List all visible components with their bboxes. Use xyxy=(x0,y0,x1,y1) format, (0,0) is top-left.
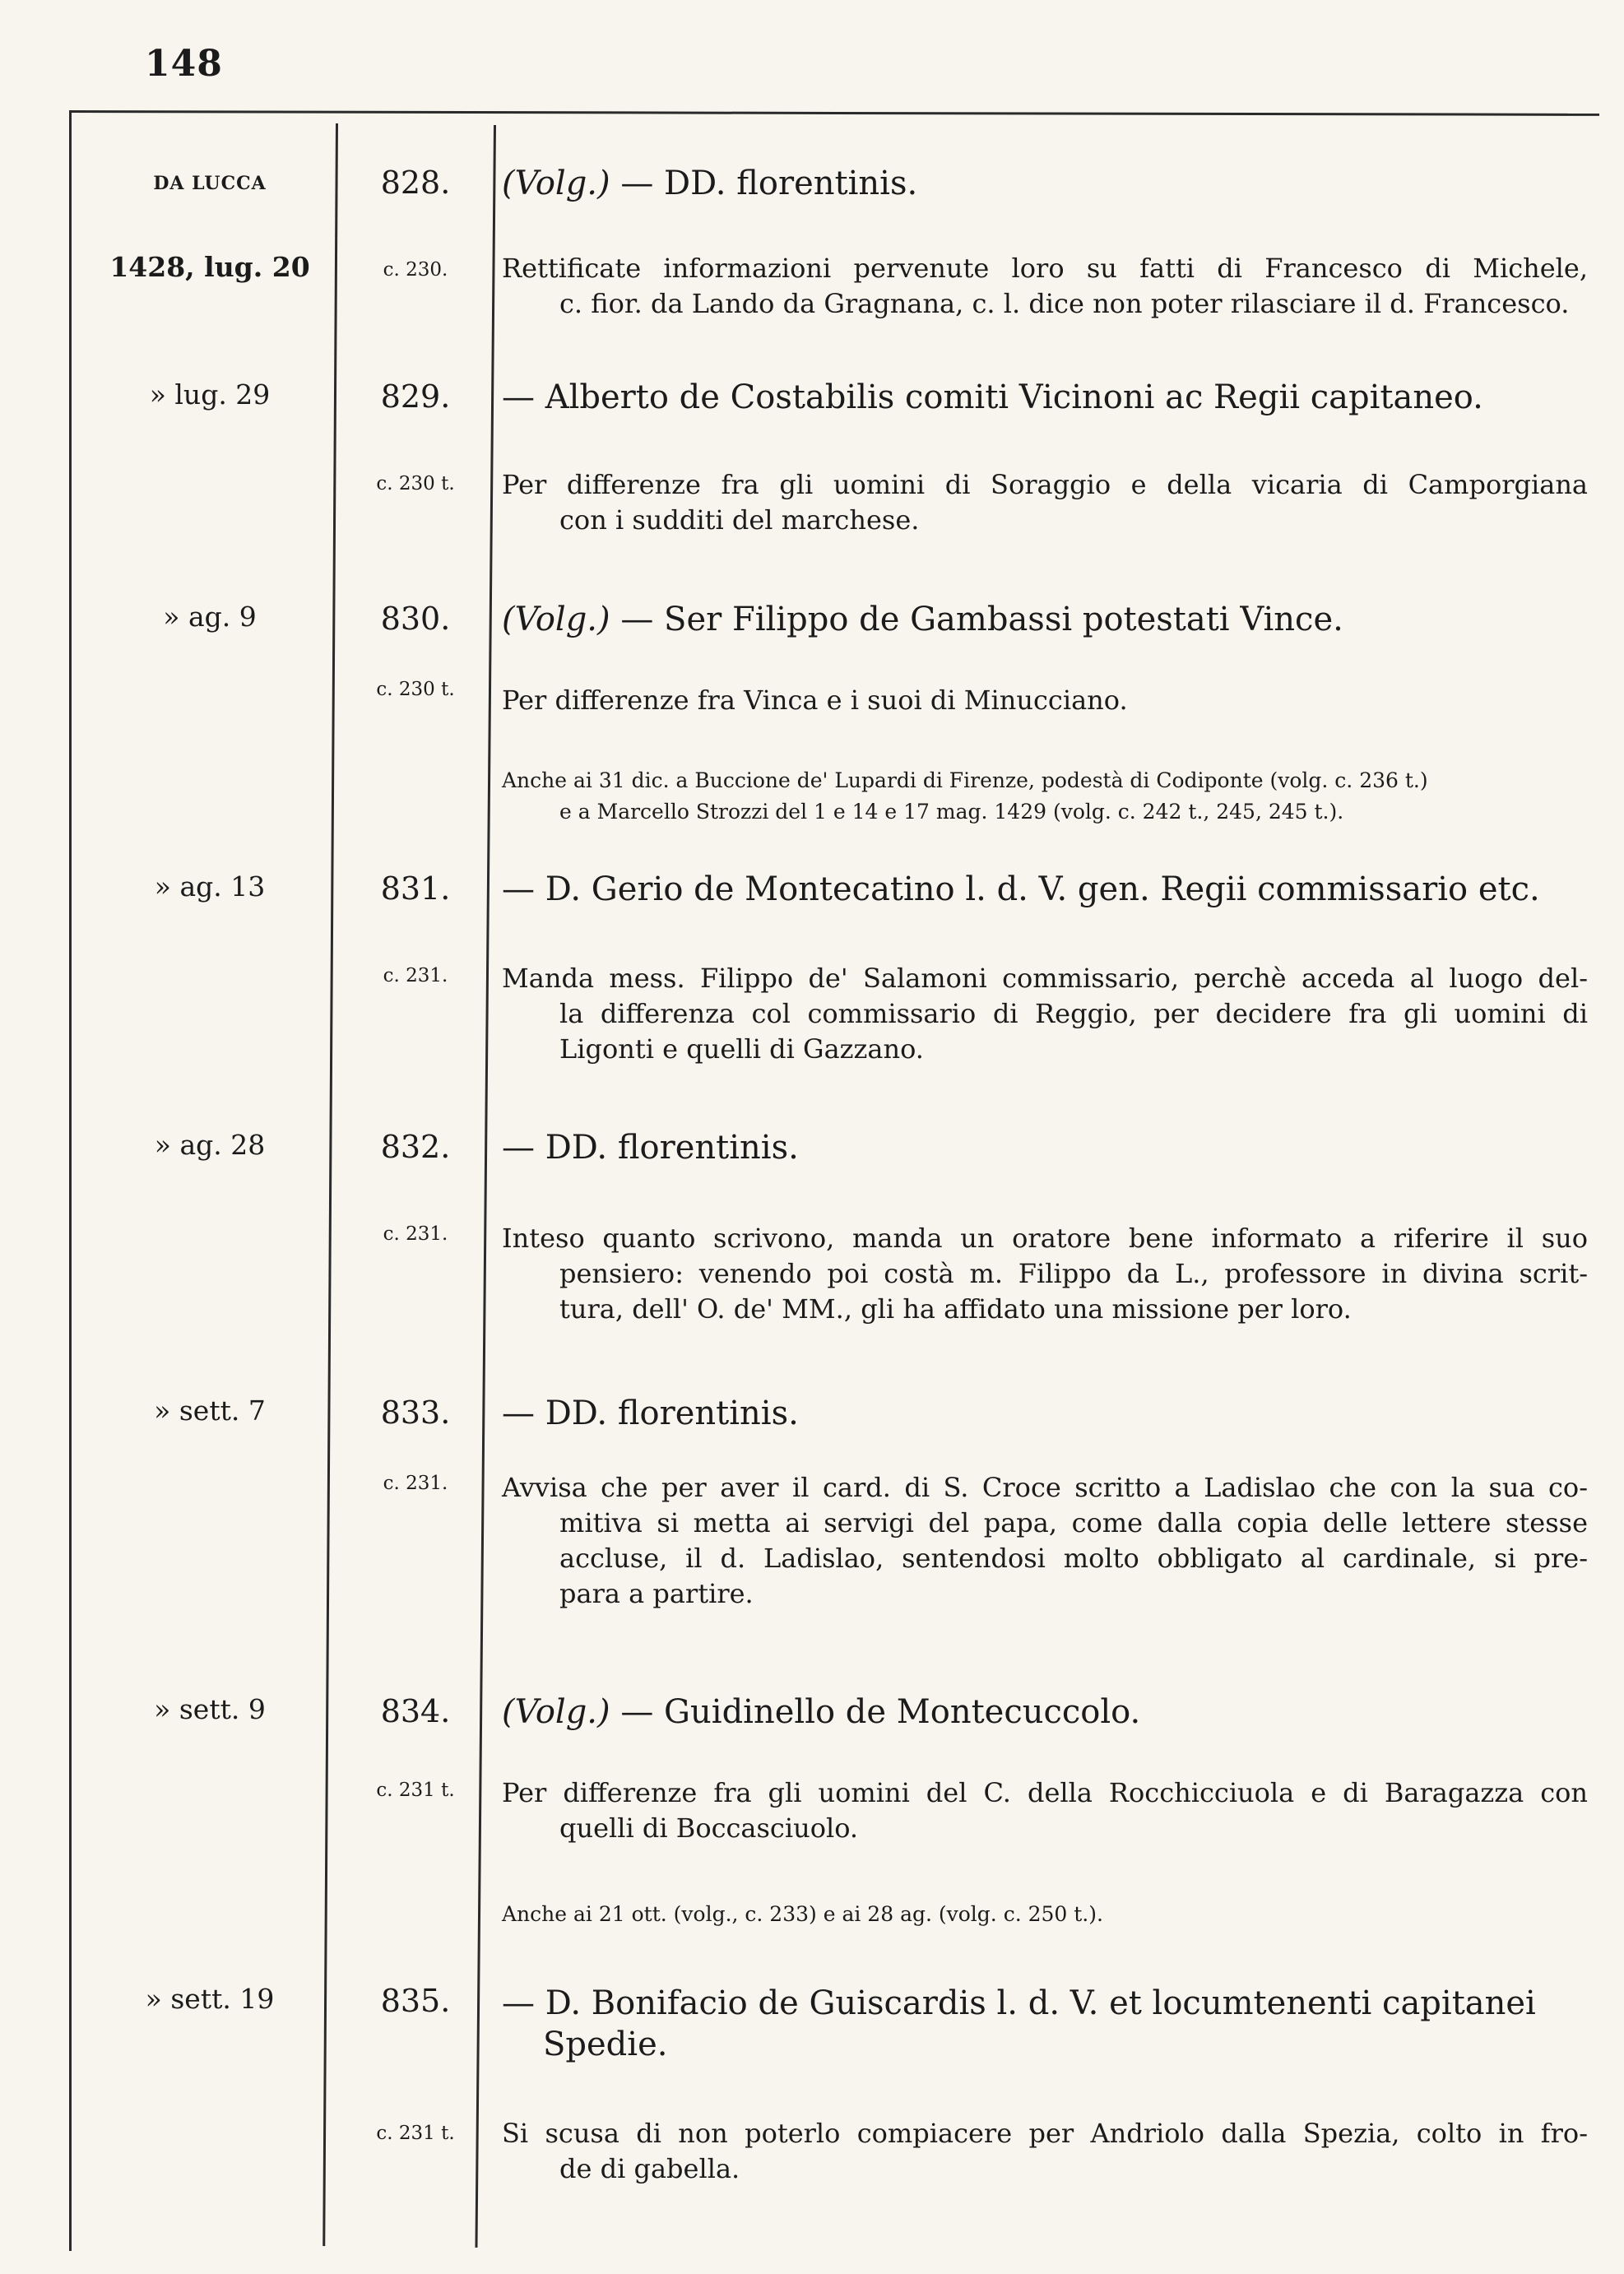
desc-line: mitiva si metta ai servigi del papa, come dalla copia delle lettere stesse xyxy=(559,1507,1588,1538)
entry-number: 830. xyxy=(380,601,451,637)
entry-ref: c. 231. xyxy=(383,1473,448,1494)
entry-date: » lug. 29 xyxy=(149,378,271,411)
header-rule xyxy=(69,110,1599,116)
entry-date: » ag. 9 xyxy=(163,601,257,633)
entry-description xyxy=(502,2116,1588,2187)
addressee-text: — Ser Filippo de Gambassi potestati Vince. xyxy=(620,601,1343,638)
entry-date: » ag. 13 xyxy=(154,870,266,903)
desc-line: Avvisa che per aver il card. di S. Croce scritto a Ladislao che con la sua co- xyxy=(502,1472,1588,1503)
volg-marker: (Volg.) xyxy=(502,165,610,202)
entry-date: » sett. 9 xyxy=(154,1693,266,1725)
entry-description xyxy=(502,1775,1588,1846)
entry-number: 829. xyxy=(380,378,451,415)
entry-number: 831. xyxy=(380,870,451,907)
note-line: Anche ai 21 ott. (volg., c. 233) e ai 28 ag. (volg. c. 250 t.). xyxy=(502,1902,1103,1926)
desc-line: Ligonti e quelli di Gazzano. xyxy=(559,1033,924,1065)
entry-ref: c. 231 t. xyxy=(376,2123,455,2144)
addressee-text: — D. Bonifacio de Guiscardis l. d. V. et locumtenenti capitanei xyxy=(502,1984,1536,2022)
volg-marker: (Volg.) xyxy=(502,601,610,638)
desc-line: para a partire. xyxy=(559,1578,754,1609)
page-number: 148 xyxy=(145,43,223,85)
entry-date: » ag. 28 xyxy=(154,1129,266,1161)
desc-line: pensiero: venendo poi costà m. Filippo da L., professore in divina scrit- xyxy=(559,1258,1588,1289)
addressee-text: — Alberto de Costabilis comiti Vicinoni ac Regii capitaneo. xyxy=(502,378,1483,416)
addressee-text: — DD. florentinis. xyxy=(502,1395,799,1432)
date-column-rule xyxy=(322,123,338,2246)
desc-line: c. fior. da Lando da Gragnana, c. l. dice non poter rilasciare il d. Francesco. xyxy=(559,288,1570,319)
entry-ref: c. 230 t. xyxy=(376,679,455,700)
entry-addressee xyxy=(502,601,1588,638)
entry-description xyxy=(502,1221,1588,1327)
entry-ref: c. 231. xyxy=(383,1223,448,1245)
note-line: e a Marcello Strozzi del 1 e 14 e 17 mag. 1429 (volg. c. 242 t., 245, 245 t.). xyxy=(559,800,1344,824)
desc-line: Per differenze fra gli uomini di Soraggio e della vicaria di Camporgiana xyxy=(502,469,1588,500)
place-header: DA LUCCA xyxy=(153,173,267,194)
entry-addressee xyxy=(502,1693,1588,1731)
desc-line: la differenza col commissario di Reggio, per decidere fra gli uomini di xyxy=(559,998,1588,1029)
addressee-text: — D. Gerio de Montecatino l. d. V. gen. Regii commissario etc. xyxy=(502,870,1540,908)
entry-addressee xyxy=(502,1983,1588,2065)
entry-date: » sett. 19 xyxy=(145,1983,275,2015)
volg-marker: (Volg.) xyxy=(502,1693,610,1731)
number-column-rule xyxy=(475,125,496,2248)
entry-description xyxy=(502,683,1588,718)
left-column-rule xyxy=(69,112,72,2251)
entry-number: 835. xyxy=(380,1983,451,2019)
addressee-text: — Guidinello de Montecuccolo. xyxy=(620,1693,1141,1731)
entry-number: 833. xyxy=(380,1395,451,1431)
entry-addressee xyxy=(502,1395,1588,1432)
entry-description xyxy=(502,961,1588,1067)
entry-addressee xyxy=(502,870,1588,908)
addressee-text-cont: Spedie. xyxy=(543,2026,668,2063)
entry-ref: c. 231 t. xyxy=(376,1780,455,1801)
entry-number: 834. xyxy=(380,1693,451,1729)
addressee-text: — DD. florentinis. xyxy=(502,1129,799,1167)
desc-line: tura, dell' O. de' MM., gli ha affidato una missione per loro. xyxy=(559,1293,1352,1325)
entry-number: 832. xyxy=(380,1129,451,1165)
entry-number: 828. xyxy=(380,165,451,201)
desc-line: quelli di Boccasciuolo. xyxy=(559,1812,859,1844)
desc-line: Per differenze fra Vinca e i suoi di Minucciano. xyxy=(502,685,1128,716)
entry-ref: c. 230. xyxy=(383,259,448,281)
entry-description xyxy=(502,251,1588,322)
entry-ref: c. 231. xyxy=(383,965,448,986)
entry-description xyxy=(502,467,1588,538)
addressee-text: — DD. florentinis. xyxy=(620,165,918,202)
desc-line: Inteso quanto scrivono, manda un oratore bene informato a riferire il suo xyxy=(502,1223,1588,1254)
desc-line: Rettificate informazioni pervenute loro su fatti di Francesco di Michele, xyxy=(502,253,1588,284)
desc-line: Manda mess. Filippo de' Salamoni commissario, perchè acceda al luogo del- xyxy=(502,963,1588,994)
entry-date: » sett. 7 xyxy=(154,1395,266,1427)
entry-addressee xyxy=(502,165,1588,202)
entry-note xyxy=(502,765,1588,828)
note-line: Anche ai 31 dic. a Buccione de' Lupardi di Firenze, podestà di Codiponte (volg. c. 236 t.) xyxy=(502,768,1428,792)
entry-note xyxy=(502,1899,1588,1930)
desc-line: con i sudditi del marchese. xyxy=(559,504,920,536)
desc-line: accluse, il d. Ladislao, sentendosi molto obbligato al cardinale, si pre- xyxy=(559,1543,1588,1574)
entry-date: 1428, lug. 20 xyxy=(109,251,310,283)
entry-addressee xyxy=(502,378,1588,416)
entry-addressee xyxy=(502,1129,1588,1167)
desc-line: de di gabella. xyxy=(559,2153,740,2184)
entry-ref: c. 230 t. xyxy=(376,473,455,494)
desc-line: Si scusa di non poterlo compiacere per Andriolo dalla Spezia, colto in fro- xyxy=(502,2118,1588,2149)
entry-description xyxy=(502,1470,1588,1612)
desc-line: Per differenze fra gli uomini del C. della Rocchicciuola e di Baragazza con xyxy=(502,1777,1588,1808)
